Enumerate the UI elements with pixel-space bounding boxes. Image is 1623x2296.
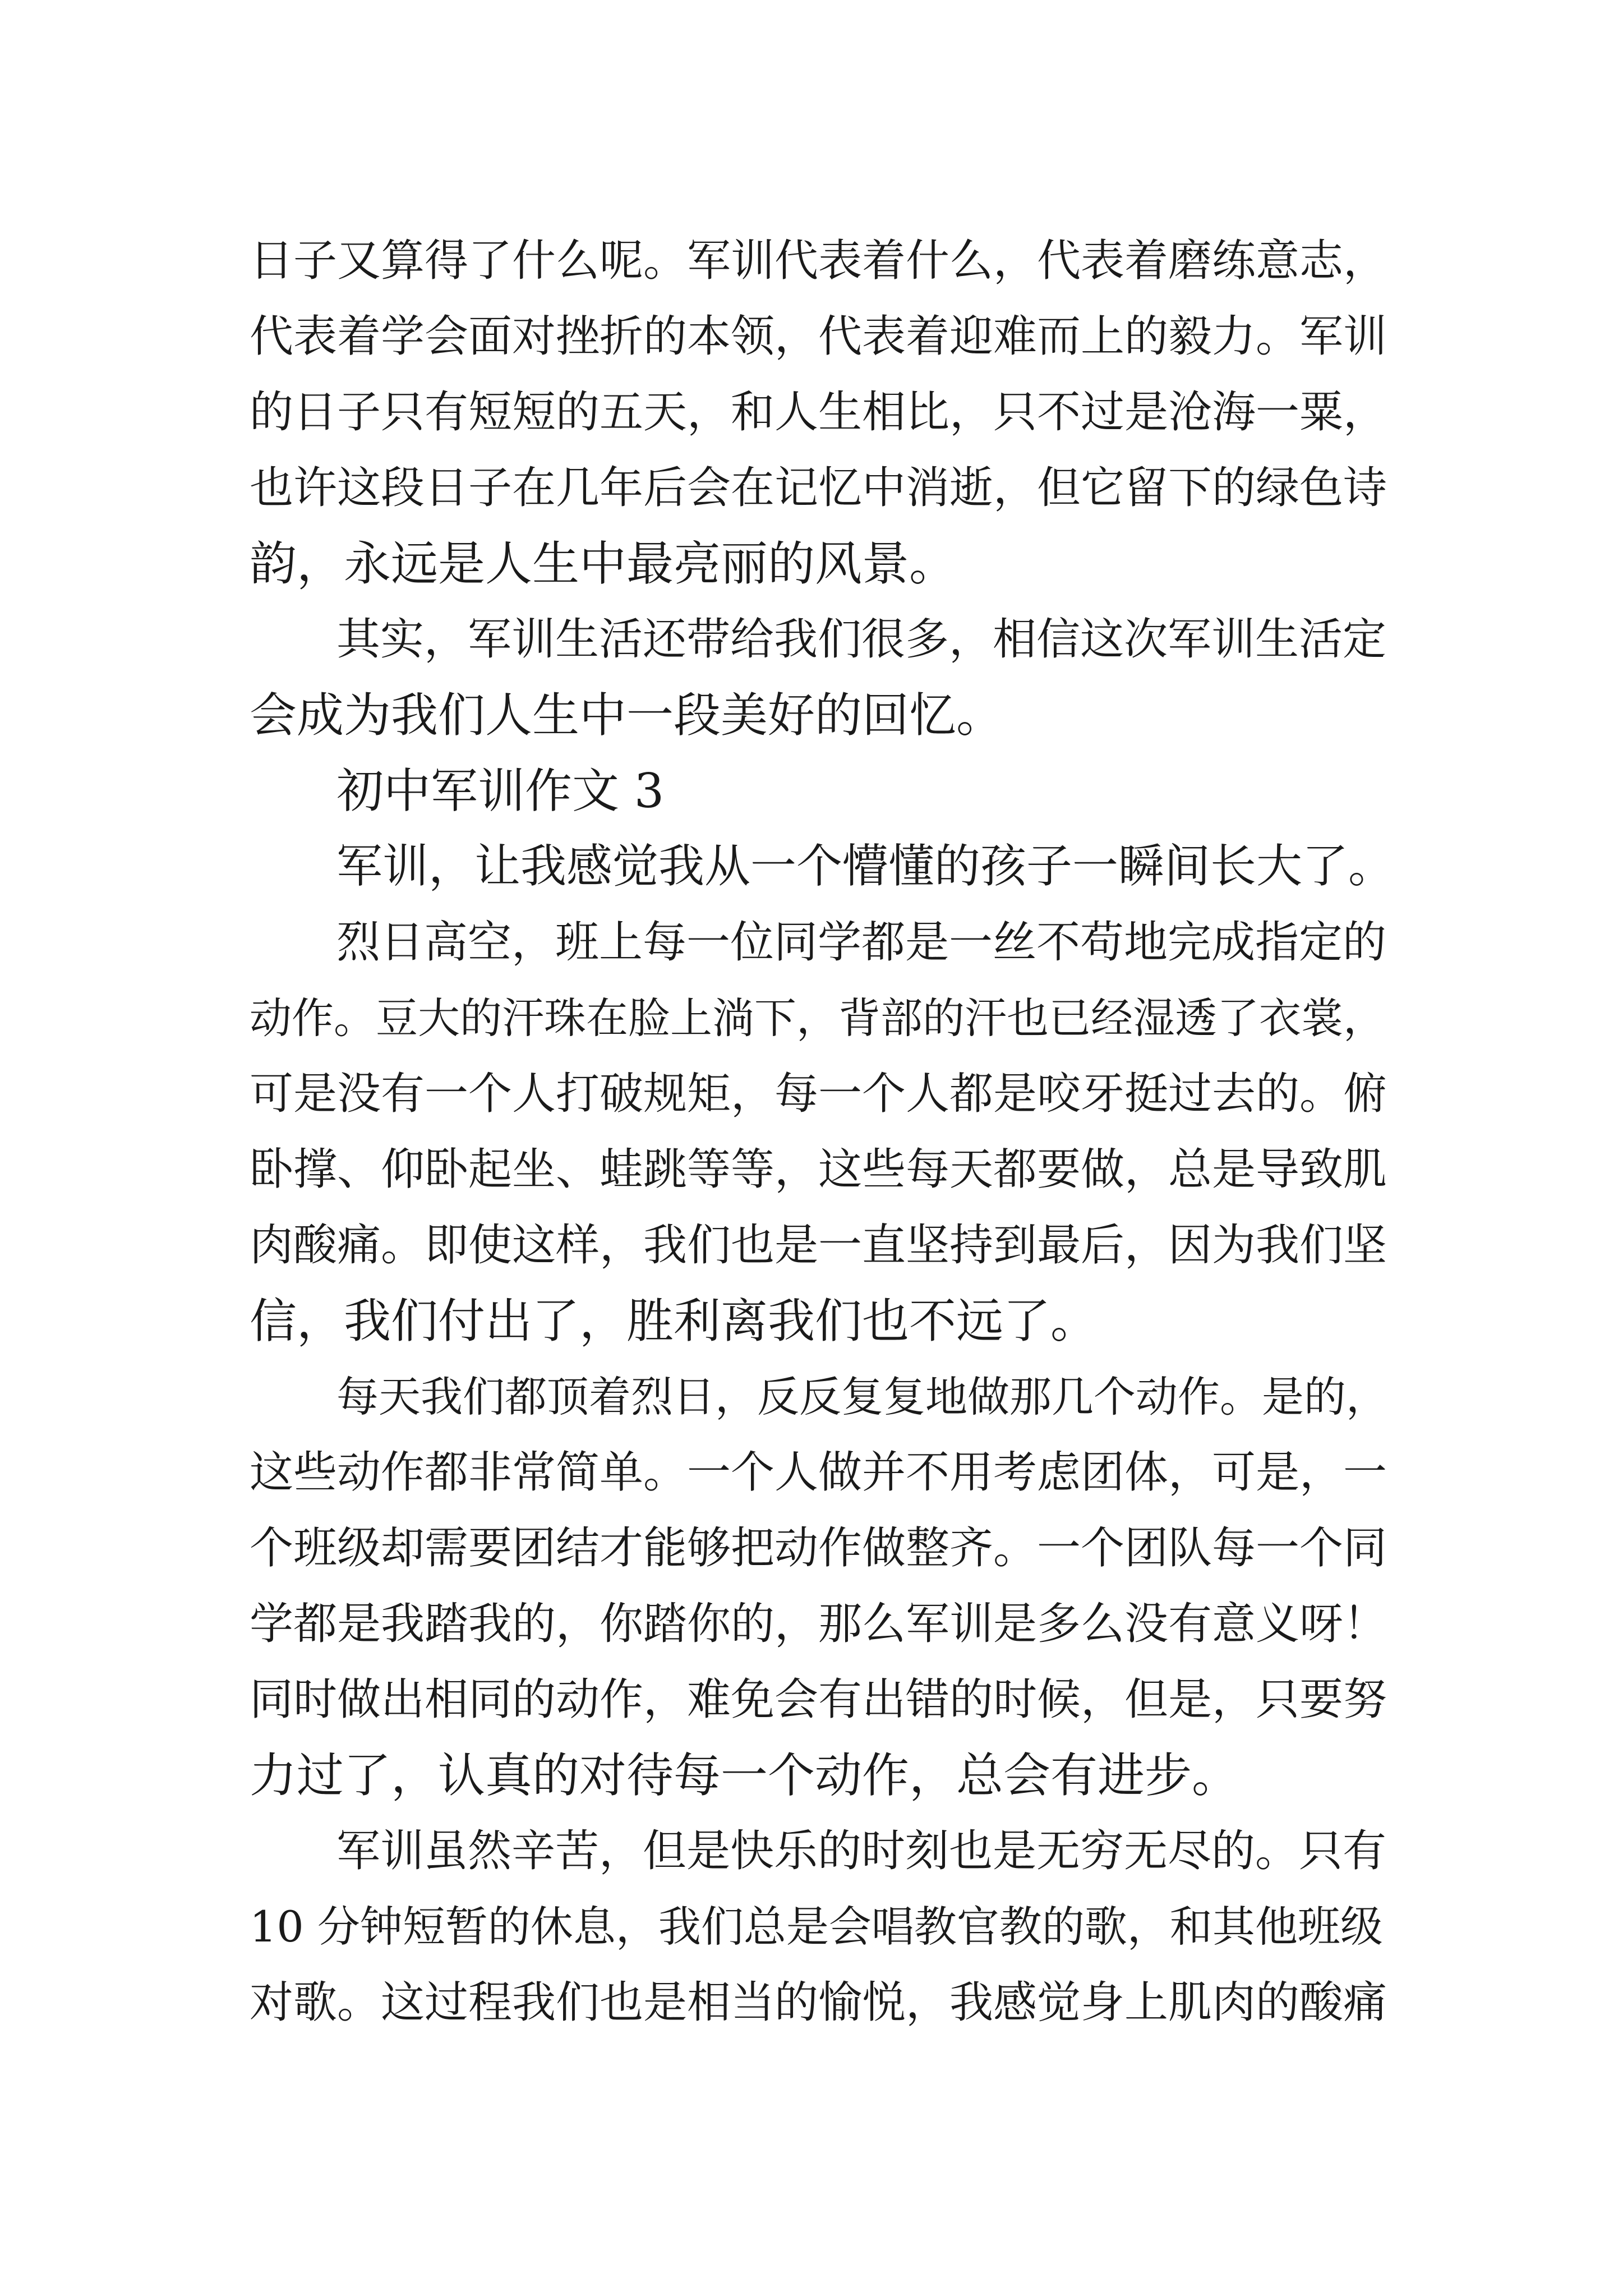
text-line [0,827,1623,906]
line-text: 10 分钟短暂的休息，我们总是会唱教官教的歌，和其他班级 [250,1902,1383,1952]
text-line [0,1358,1623,1436]
line-text: 军训虽然辛苦，但是快乐的时刻也是无穷无尽的。只有 [336,1826,1387,1876]
text-line [0,979,1623,1057]
text-line [0,297,1623,376]
line-text: 卧撑、仰卧起坐、蛙跳等等，这些每天都要做，总是导致肌 [250,1144,1387,1195]
line-text: 信，我们付出了，胜利离我们也不远了。 [250,1294,1098,1349]
text-line [0,449,1623,527]
line-text: 肉酸痛。即使这样，我们也是一直坚持到最后，因为我们坚 [250,1220,1387,1271]
section-heading [0,752,1623,830]
heading-text: 初中军训作文 3 [336,763,665,818]
line-text: 日子又算得了什么呢。军训代表着什么，代表着磨练意志， [250,236,1387,286]
text-line [0,1888,1623,1966]
text-line [0,1055,1623,1133]
text-line [0,373,1623,452]
line-text: 动作。豆大的汗珠在脸上淌下，背部的汗也已经湿透了衣裳， [250,993,1386,1043]
text-line [0,1206,1623,1285]
text-line [0,676,1623,754]
text-line [0,1963,1623,2042]
line-text: 也许这段日子在几年后会在记忆中消逝，但它留下的绿色诗 [250,463,1387,513]
line-text: 可是没有一个人打破规矩，每一个人都是咬牙挺过去的。俯 [250,1069,1387,1119]
line-text: 代表着学会面对挫折的本领，代表着迎难而上的毅力。军训 [250,311,1387,362]
text-line [0,222,1623,300]
line-text: 每天我们都顶着烈日，反反复复地做那几个动作。是的， [336,1372,1389,1421]
line-text: 烈日高空，班上每一位同学都是一丝不苟地完成指定的 [336,917,1387,968]
text-line [0,600,1623,679]
line-text: 力过了，认真的对待每一个动作，总会有进步。 [250,1748,1239,1803]
text-line [0,1585,1623,1663]
line-text: 同时做出相同的动作，难免会有出错的时候，但是，只要努 [250,1674,1387,1725]
text-line [0,1736,1623,1815]
text-line [0,1660,1623,1739]
line-text: 其实，军训生活还带给我们很多，相信这次军训生活定 [336,614,1387,665]
text-line [0,903,1623,982]
text-line [0,1282,1623,1360]
line-text: 学都是我踏我的，你踏你的，那么军训是多么没有意义呀！ [250,1599,1387,1649]
line-text: 个班级却需要团结才能够把动作做整齐。一个团队每一个同 [250,1523,1387,1573]
text-line [0,524,1623,603]
line-text: 军训，让我感觉我从一个懵懂的孩子一瞬间长大了。 [336,840,1395,893]
line-text: 会成为我们人生中一段美好的回忆。 [250,688,1004,743]
text-line [0,1433,1623,1512]
text-line [0,1812,1623,1890]
line-text: 这些动作都非常简单。一个人做并不用考虑团体，可是，一 [250,1447,1387,1498]
line-text: 韵，永远是人生中最亮丽的风景。 [250,536,957,591]
line-text: 的日子只有短短的五天，和人生相比，只不过是沧海一粟， [250,387,1387,438]
text-line [0,1509,1623,1588]
line-text: 对歌。这过程我们也是相当的愉悦，我感觉身上肌肉的酸痛 [250,1977,1387,2028]
text-line [0,1130,1623,1209]
